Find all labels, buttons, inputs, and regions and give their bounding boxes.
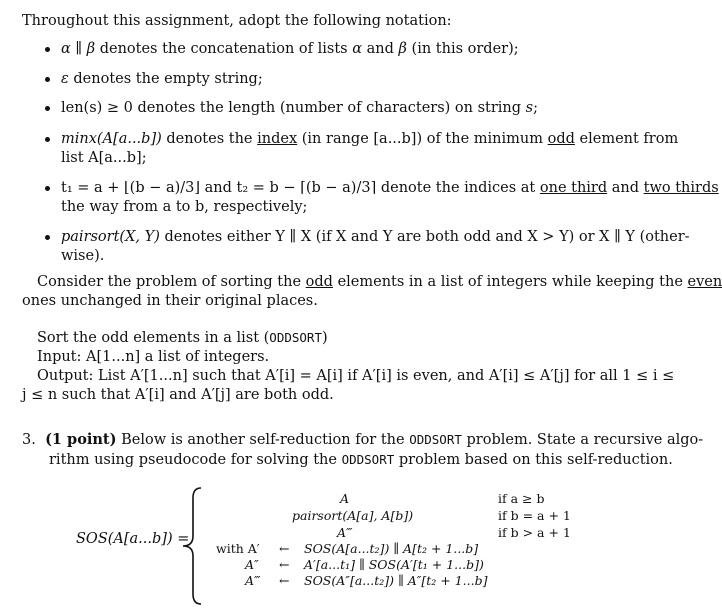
case-1-condition: if a ≥ b bbox=[498, 491, 545, 506]
case-3-value: A‴ bbox=[337, 525, 353, 540]
question-line2: rithm using pseudocode for solving the ODDSORT problem based on this self-reduction. bbox=[49, 452, 673, 468]
left-brace bbox=[177, 486, 207, 606]
bullet-marker bbox=[45, 47, 50, 52]
bullet-marker bbox=[45, 186, 50, 191]
with-definition-2: A′[a...t₁] ∥ SOS(A′[t₁ + 1...b]) bbox=[304, 557, 484, 572]
bullet-marker bbox=[45, 77, 50, 82]
case-1-value: A bbox=[340, 491, 350, 506]
case-2-value: pairsort(A[a], A[b]) bbox=[292, 508, 414, 523]
spec-title: Sort the odd elements in a list (ODDSORT) bbox=[37, 330, 328, 346]
spec-output-line2: j ≤ n such that A′[i] and A′[j] are both odd. bbox=[22, 387, 334, 403]
bullet-empty-string: ε denotes the empty string; bbox=[61, 71, 263, 87]
bullet-minx: minx(A[a...b]) denotes the index (in range [a...b]) of the minimum odd element from bbox=[61, 131, 679, 147]
assign-arrow: ← bbox=[279, 541, 290, 556]
bullet-concatenation: α ∥ β denotes the concatenation of lists α and β (in this order); bbox=[61, 41, 519, 57]
assign-arrow: ← bbox=[279, 557, 290, 572]
intro-text: Throughout this assignment, adopt the following notation: bbox=[22, 13, 452, 29]
problem-paragraph: Consider the problem of sorting the odd elements in a list of integers while keeping the even bbox=[37, 274, 722, 290]
with-definition-3: SOS(A″[a...t₂]) ∥ A″[t₂ + 1...b] bbox=[304, 573, 488, 588]
bullet-thirds: t₁ = a + ⌊(b − a)/3⌋ and t₂ = b − ⌈(b − a)/3⌉ denote the indices at one third and two thirds bbox=[61, 180, 719, 196]
with-label: with A′ bbox=[216, 541, 260, 556]
bullet-marker bbox=[45, 137, 50, 142]
bullet-marker bbox=[45, 106, 50, 111]
problem-paragraph-line2: ones unchanged in their original places. bbox=[22, 293, 318, 309]
spec-input: Input: A[1...n] a list of integers. bbox=[37, 349, 270, 365]
case-3-condition: if b > a + 1 bbox=[498, 525, 571, 540]
a-triple-prime-label: A‴ bbox=[245, 573, 261, 588]
bullet-thirds-line2: the way from a to b, respectively; bbox=[61, 199, 308, 215]
bullet-marker bbox=[45, 235, 50, 240]
formula-lhs: SOS(A[a...b]) = bbox=[76, 531, 190, 547]
bullet-pairsort: pairsort(X, Y) denotes either Y ∥ X (if X and Y are both odd and X > Y) or X ∥ Y (other- bbox=[61, 229, 690, 245]
bullet-minx-line2: list A[a...b]; bbox=[61, 150, 147, 166]
with-definition-1: SOS(A[a...t₂]) ∥ A[t₂ + 1...b] bbox=[304, 541, 479, 556]
bullet-len: len(s) ≥ 0 denotes the length (number of characters) on string s; bbox=[61, 100, 539, 116]
bullet-pairsort-line2: wise). bbox=[61, 248, 105, 264]
a-double-prime-label: A″ bbox=[245, 557, 259, 572]
assign-arrow: ← bbox=[279, 573, 290, 588]
question-line1: 3. (1 point) Below is another self-reduction for the ODDSORT problem. State a recursive algo- bbox=[22, 431, 704, 448]
spec-output: Output: List A′[1...n] such that A′[i] = A[i] if A′[i] is even, and A′[i] ≤ A′[j] for all 1 ≤ i ≤ bbox=[37, 368, 675, 384]
case-2-condition: if b = a + 1 bbox=[498, 508, 571, 523]
